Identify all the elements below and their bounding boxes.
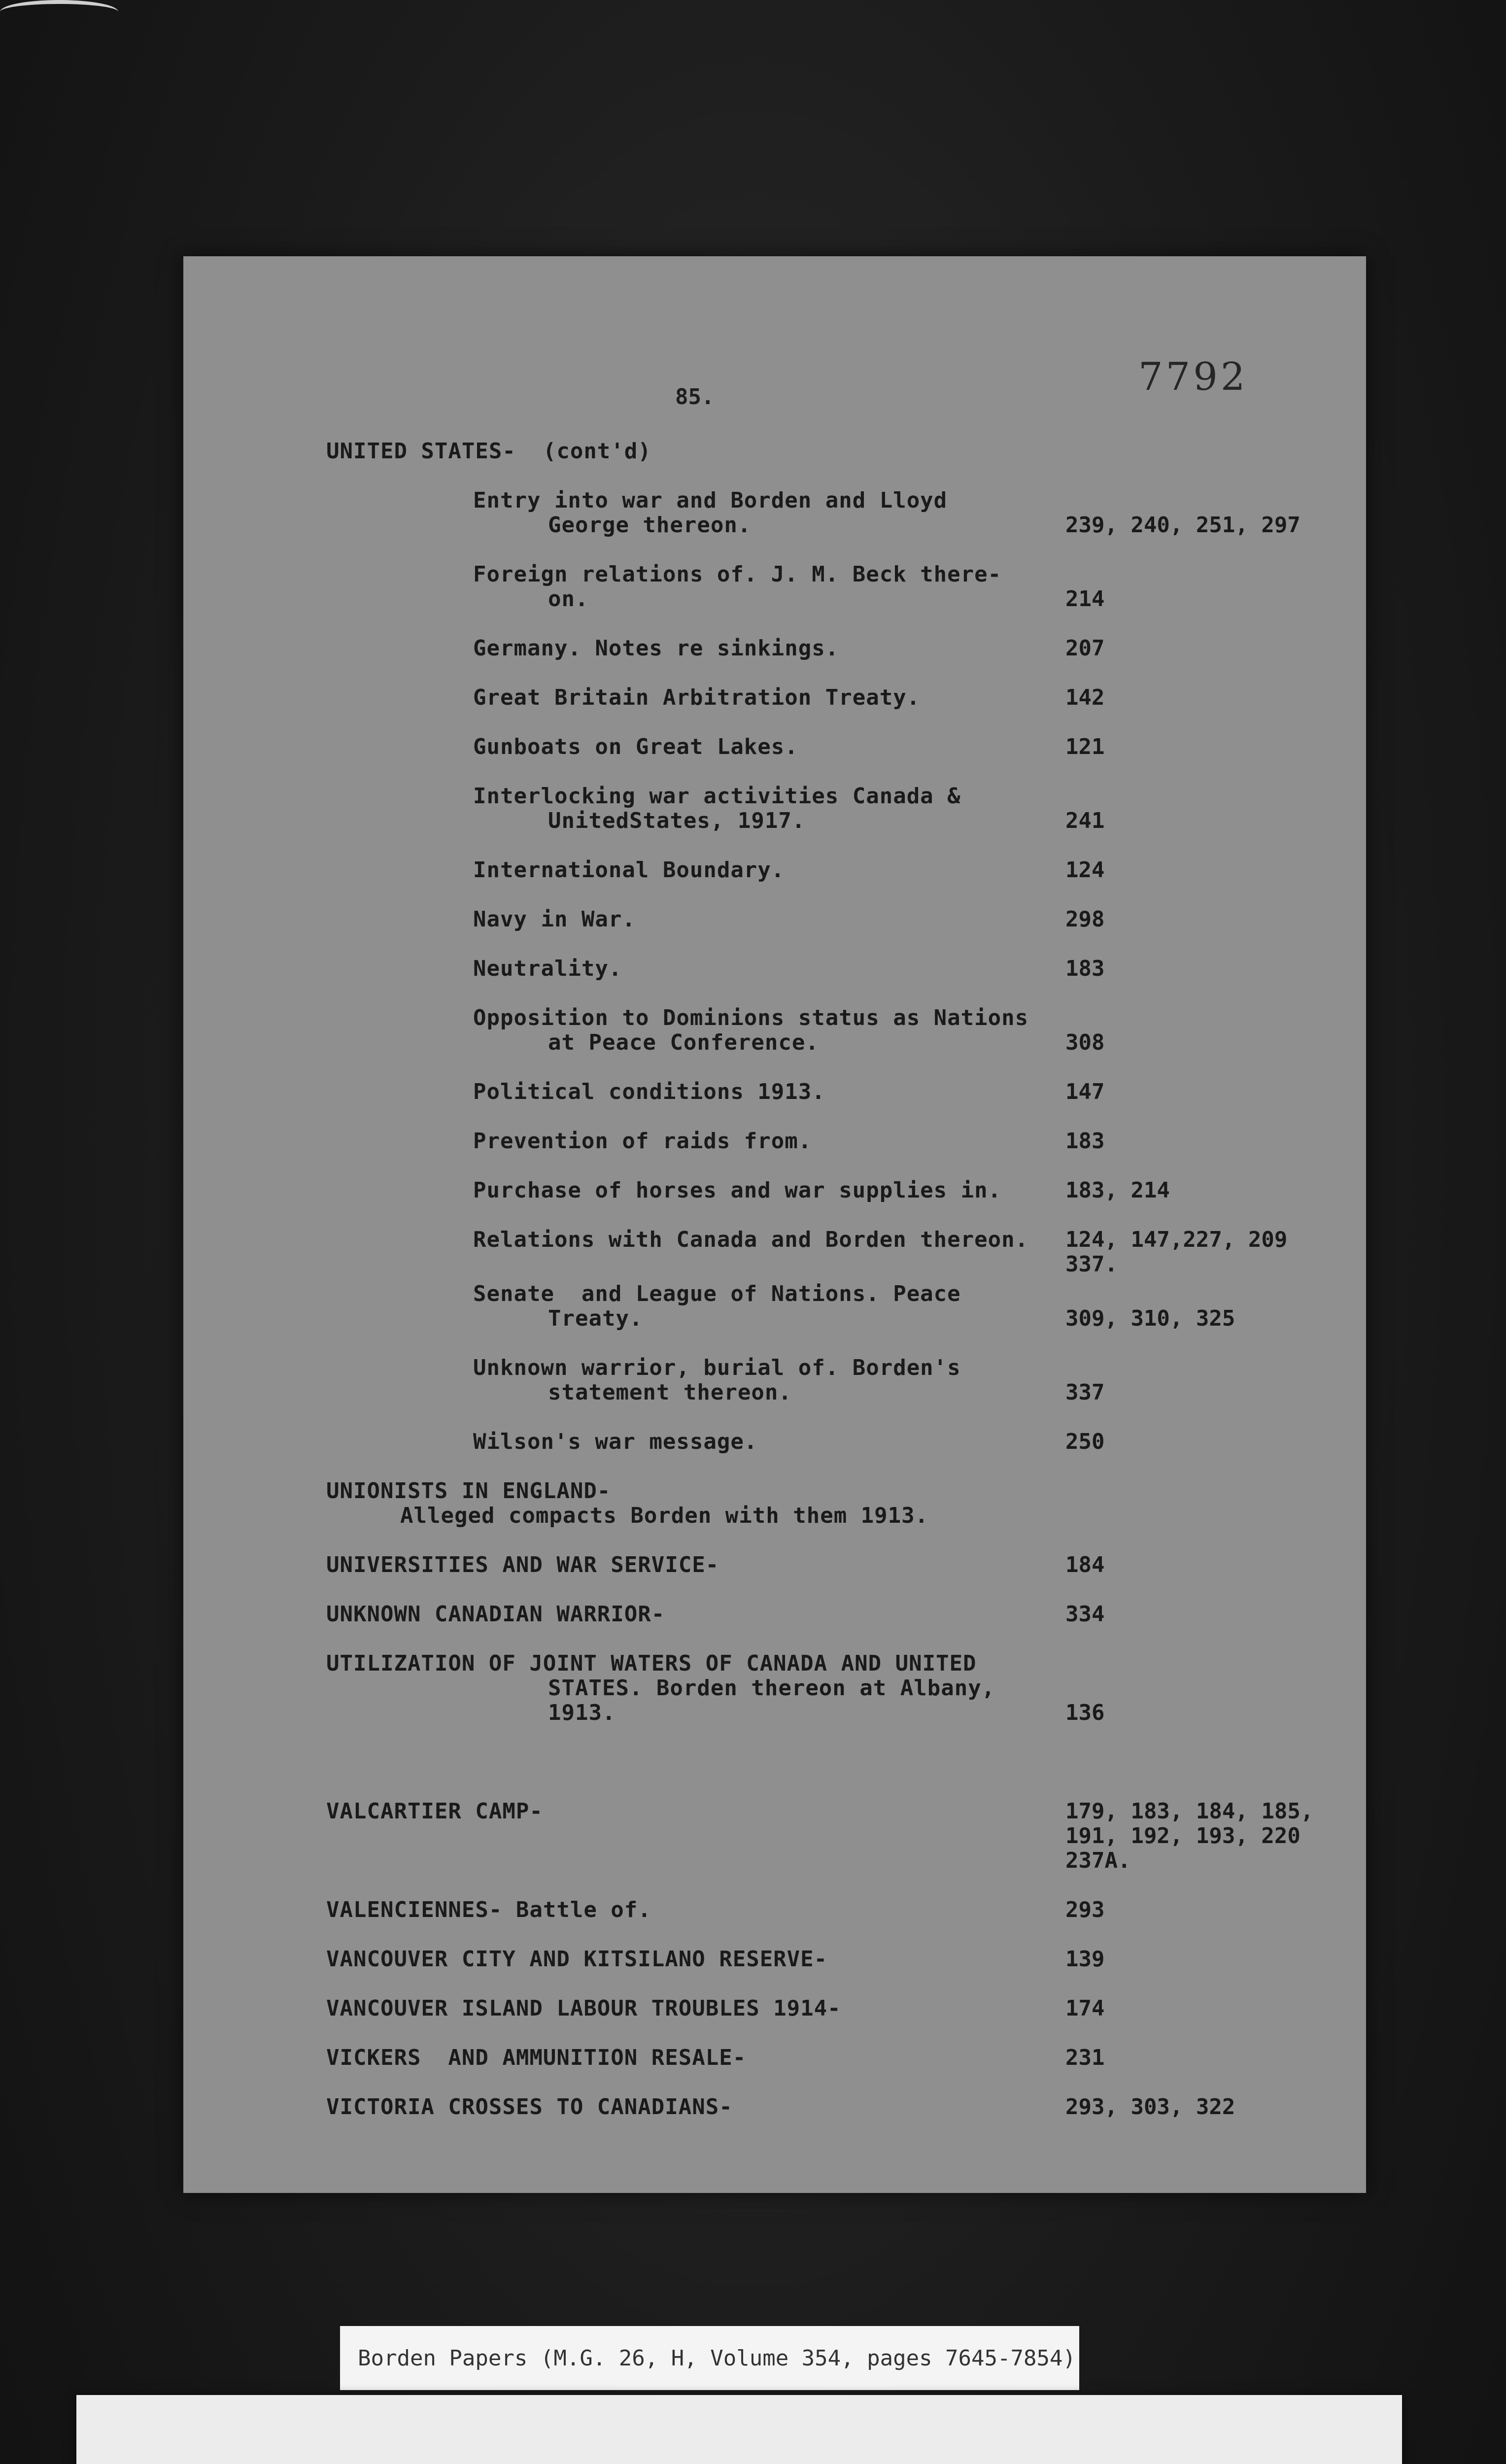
entry-text: Foreign relations of. J. M. Beck there- bbox=[473, 562, 1002, 587]
index-page bbox=[183, 256, 1366, 2193]
entry-pages: 207 bbox=[1065, 636, 1105, 661]
entry-text: Navy in War. bbox=[473, 907, 636, 932]
entry-text: STATES. Borden thereon at Albany, bbox=[548, 1676, 995, 1701]
entry-text: at Peace Conference. bbox=[548, 1030, 819, 1055]
entry-text: International Boundary. bbox=[473, 857, 785, 883]
entry-pages: 183 bbox=[1065, 1129, 1105, 1154]
entry-text: Purchase of horses and war supplies in. bbox=[473, 1178, 1002, 1203]
entry-pages: 293 bbox=[1065, 1897, 1105, 1922]
entry-pages: 309, 310, 325 bbox=[1065, 1306, 1235, 1331]
entry-pages: 136 bbox=[1065, 1700, 1105, 1725]
entry-heading: UNIONISTS IN ENGLAND- bbox=[326, 1478, 611, 1504]
reference-caption: Borden Papers (M.G. 26, H, Volume 354, pages 7645-7854) bbox=[340, 2326, 1079, 2390]
entry-text: Treaty. bbox=[548, 1306, 643, 1331]
entry-pages: 191, 192, 193, 220 bbox=[1065, 1823, 1301, 1848]
entry-text: UnitedStates, 1917. bbox=[548, 808, 806, 833]
entry-pages: 139 bbox=[1065, 1947, 1105, 1972]
index-page-number: 85. bbox=[675, 384, 715, 410]
entry-text: Alleged compacts Borden with them 1913. bbox=[400, 1503, 929, 1528]
entry-text: Germany. Notes re sinkings. bbox=[473, 636, 839, 661]
entry-text: Senate and League of Nations. Peace bbox=[473, 1281, 961, 1306]
entry-pages: 124, 147,227, 209 bbox=[1065, 1227, 1288, 1252]
archives-banner bbox=[76, 2395, 1402, 2464]
entry-heading: UNITED STATES- (cont'd) bbox=[326, 439, 651, 464]
entry-pages: 250 bbox=[1065, 1429, 1105, 1454]
entry-pages: 334 bbox=[1065, 1602, 1105, 1627]
entry-text: on. bbox=[548, 586, 589, 612]
entry-pages: 184 bbox=[1065, 1552, 1105, 1577]
entry-pages: 183, 214 bbox=[1065, 1178, 1170, 1203]
stamped-page-number: 7792 bbox=[1138, 355, 1248, 399]
entry-text: Political conditions 1913. bbox=[473, 1079, 825, 1104]
entry-pages: 237A. bbox=[1065, 1848, 1131, 1873]
entry-pages: 121 bbox=[1065, 734, 1105, 759]
entry-text: Opposition to Dominions status as Nations bbox=[473, 1005, 1029, 1030]
entry-heading: VALENCIENNES- Battle of. bbox=[326, 1897, 651, 1922]
entry-pages: 298 bbox=[1065, 907, 1105, 932]
entry-heading: VICKERS AND AMMUNITION RESALE- bbox=[326, 2045, 747, 2070]
entry-pages: 214 bbox=[1065, 586, 1105, 612]
entry-text: 1913. bbox=[548, 1700, 616, 1725]
entry-heading: VANCOUVER CITY AND KITSILANO RESERVE- bbox=[326, 1947, 828, 1972]
entry-text: Relations with Canada and Borden thereon. bbox=[473, 1227, 1029, 1252]
entry-text: Great Britain Arbitration Treaty. bbox=[473, 685, 921, 710]
entry-text: Entry into war and Borden and Lloyd bbox=[473, 488, 948, 513]
entry-heading: VANCOUVER ISLAND LABOUR TROUBLES 1914- bbox=[326, 1996, 841, 2021]
entry-text: Interlocking war activities Canada & bbox=[473, 784, 961, 809]
entry-pages: 308 bbox=[1065, 1030, 1105, 1055]
entry-heading: VICTORIA CROSSES TO CANADIANS- bbox=[326, 2094, 733, 2120]
entry-pages: 183 bbox=[1065, 956, 1105, 981]
entry-heading: UTILIZATION OF JOINT WATERS OF CANADA AND UNITED bbox=[326, 1651, 977, 1676]
entry-heading: VALCARTIER CAMP- bbox=[326, 1799, 543, 1824]
entry-pages: 239, 240, 251, 297 bbox=[1065, 513, 1301, 538]
entry-pages: 337 bbox=[1065, 1380, 1105, 1405]
entry-pages: 124 bbox=[1065, 857, 1105, 883]
entry-pages: 147 bbox=[1065, 1079, 1105, 1104]
entry-heading: UNIVERSITIES AND WAR SERVICE- bbox=[326, 1552, 719, 1577]
entry-text: Gunboats on Great Lakes. bbox=[473, 734, 798, 759]
entry-pages: 241 bbox=[1065, 808, 1105, 833]
entry-pages: 293, 303, 322 bbox=[1065, 2094, 1235, 2120]
entry-pages: 174 bbox=[1065, 1996, 1105, 2021]
film-edge-mark bbox=[0, 0, 118, 24]
entry-text: Neutrality. bbox=[473, 956, 622, 981]
entry-pages: 142 bbox=[1065, 685, 1105, 710]
entry-pages: 337. bbox=[1065, 1252, 1118, 1277]
entry-text: Unknown warrior, burial of. Borden's bbox=[473, 1355, 961, 1380]
entry-text: Prevention of raids from. bbox=[473, 1129, 812, 1154]
entry-pages: 179, 183, 184, 185, bbox=[1065, 1799, 1314, 1824]
entry-pages: 231 bbox=[1065, 2045, 1105, 2070]
entry-text: statement thereon. bbox=[548, 1380, 792, 1405]
entry-text: George thereon. bbox=[548, 513, 752, 538]
entry-text: Wilson's war message. bbox=[473, 1429, 758, 1454]
entry-heading: UNKNOWN CANADIAN WARRIOR- bbox=[326, 1602, 665, 1627]
